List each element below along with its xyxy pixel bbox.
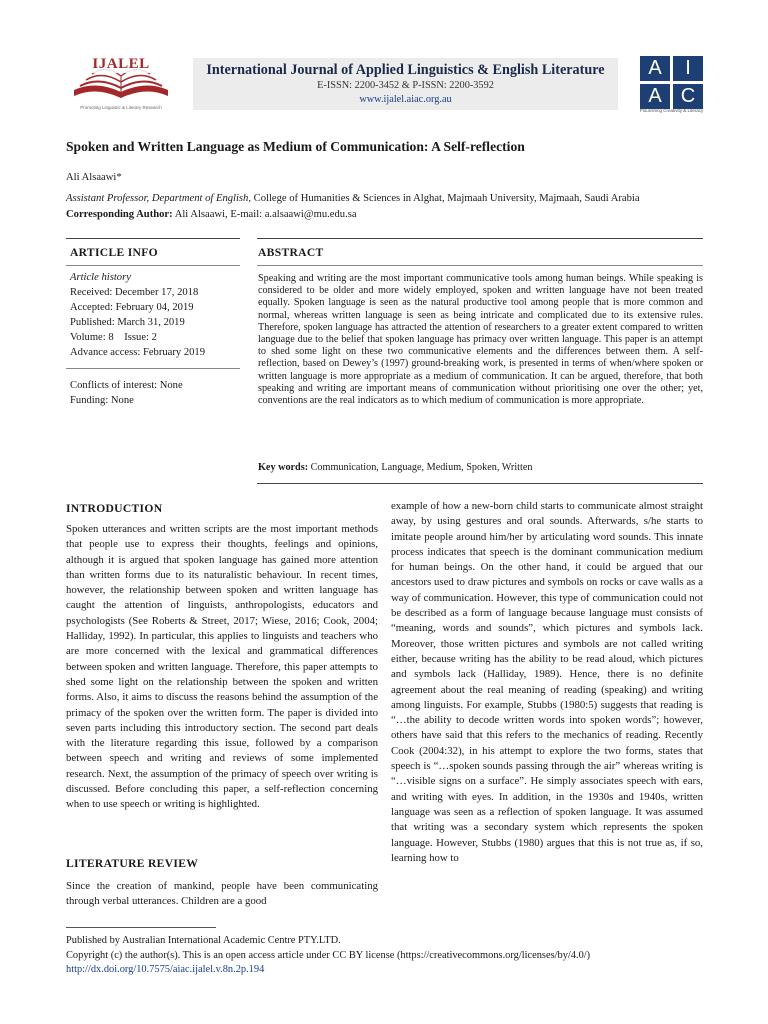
publisher-logo	[640, 56, 704, 110]
journal-issn: E-ISSN: 2200-3452 & P-ISSN: 2200-3592	[317, 80, 494, 91]
divider	[257, 483, 703, 484]
corresponding-label: Corresponding Author:	[66, 209, 173, 220]
affiliation-institution: College of Humanities & Sciences in Alghat, Majmaah University, Majmaah, Saudi Arabia	[251, 193, 640, 204]
footer-publisher: Published by Australian International Academic Centre PTY.LTD.	[66, 935, 341, 946]
divider	[66, 368, 240, 369]
journal-url-link[interactable]: www.ijalel.aiac.org.au	[359, 94, 452, 105]
article-history-label: Article history	[70, 272, 131, 283]
accepted-date: Accepted: February 04, 2019	[70, 302, 194, 313]
literature-review-heading: LITERATURE REVIEW	[66, 857, 199, 870]
abstract-heading: ABSTRACT	[258, 246, 324, 259]
doi-link[interactable]: http://dx.doi.org/10.7575/aiac.ijalel.v.8n.2p.194	[66, 964, 265, 975]
affiliation-position: Assistant Professor, Department of English,	[66, 193, 252, 204]
journal-title: International Journal of Applied Linguistics & English Literature	[206, 62, 605, 78]
paper-title: Spoken and Written Language as Medium of Communication: A Self-reflection	[66, 139, 525, 154]
divider	[66, 265, 240, 266]
publisher-tagline: Flourishing Creativity & Literacy	[640, 108, 704, 113]
publisher-logo-letter: A	[640, 56, 670, 81]
author-affiliation	[66, 193, 716, 204]
corresponding-details: Ali Alsaawi, E-mail: a.alsaawi@mu.edu.sa	[172, 209, 357, 220]
publisher-logo-letter: C	[673, 84, 703, 109]
publisher-logo-letter: A	[640, 84, 670, 109]
body-text-right-column: example of how a new-born child starts to communicate almost straight away, by using gestures and oral sounds. Afterwards, s/he starts to imitate people around him/her by articulating word sounds. This innate process indicates that speech is the dominant communication medium for human beings. On the other hand, it could be argued that our ancestors used to draw pictures and symbols on rocks or cave walls as a way of communication. However, this type of communication could not be described as a form of language because language must consists of “meaning, words and sounds”, which pictures and symbols lack. Moreover, those written pictures and symbols are not called writing either, because writing has the ability to be read aloud, which pictures and symbols lack (Halliday, 1989). Hence, there is no definite agreement about the real meaning of reading (speaking) and writing among linguists. For example, Stubbs (1980:5) suggests that reading is “…the ability to decode written words into spoken words”; however, others have said that this refers to the mechanics of reading. Recently Cook (2004:32), in his attempt to explore the two forms, states that speech is “…spoken sounds passing through the air” whereas writing is “…visible signs on a surface”. He simply associates speech with ears, and writing with eyes. In addition, in the 1930s and 1940s, written language was seen as a reflection of spoken language. It was assumed that writing was a secondary system which represents the spoken language. However, Stubbs (1980) argues that this is not true as, if so, learning how to	[391, 500, 703, 864]
divider	[66, 238, 240, 239]
divider	[257, 238, 703, 239]
keywords	[258, 462, 703, 473]
journal-logo	[66, 50, 176, 112]
journal-logo-subtext: Promoting Linguistic & Literary Research	[80, 105, 162, 110]
author-name: Ali Alsaawi*	[66, 172, 122, 183]
article-info-heading: ARTICLE INFO	[70, 246, 158, 259]
literature-review-text: Since the creation of mankind, people have been communicating through verbal utterances. Children are a good	[66, 880, 378, 908]
footnote-rule	[66, 927, 216, 928]
advance-access: Advance access: February 2019	[70, 347, 206, 358]
introduction-heading: INTRODUCTION	[66, 502, 163, 515]
volume-issue: Volume: 8 Issue: 2	[70, 332, 157, 343]
journal-logo-text: IJALEL	[80, 56, 162, 73]
footer-copyright: Copyright (c) the author(s). This is an open access article under CC BY license (https://creativecommons.org/licenses/by/4.0/)	[66, 950, 591, 961]
divider	[257, 265, 703, 266]
keywords-list: Communication, Language, Medium, Spoken, Written	[308, 462, 533, 473]
abstract-text: Speaking and writing are the most important communicative tools among human beings. While speaking is considered to be older and more widely employed, spoken and written language have not been treated equally. Spoken language is seen as the natural productive tool among people that is more common and normal, whereas written language is seen as being intricate and complicated due to its extensive rules. Therefore, spoken language has attracted the attention of researchers to a greater extent compared to written language due to the belief that spoken language has primacy over written language. This paper is an attempt to shed some light on these two communicative elements and the differences between them. A self-reflection, based on Dewey’s (1997) ground-breaking work, is presented in terms of when/where spoken or written language is more appropriate as a medium of communication. It can be argued, therefore, that both speaking and writing are important means of communication without prioritising one over the other; yet, conventions are the real indicators as to which medium of communication is more appropriate.	[258, 273, 703, 407]
funding: Funding: None	[70, 395, 134, 406]
published-date: Published: March 31, 2019	[70, 317, 185, 328]
received-date: Received: December 17, 2018	[70, 287, 199, 298]
keywords-label: Key words:	[258, 462, 309, 473]
footer-doi	[66, 964, 264, 975]
publisher-logo-letter: I	[673, 56, 703, 81]
conflicts-of-interest: Conflicts of interest: None	[70, 380, 183, 391]
introduction-text: Spoken utterances and written scripts are the most important methods that people use to express their thoughts, feelings and opinions, although it is argued that spoken language has gained more attention than written forms due to its naturalistic behaviour. In recent times, however, the relationship between spoken and written language has caught the attention of linguists, anthropologists, educators and psychologists (See Roberts & Street, 2017; Wiese, 2016; Cook, 2004; Halliday, 1992). In particular, this applies to linguists and teachers who are more concerned with the lexical and grammatical differences between spoken and written language. Therefore, this paper attempts to shed some light on the relationship between the spoken and written forms. Also, it aims to discuss the reasons behind the assumption of the primacy of the spoken over the written form. The paper is divided into seven parts including this introductory section. The second part deals with the literature regarding this issue, followed by a comparison between speech and writing and reviews of some implemented research. Next, the assumption of the primacy of speech over writing is discussed. Before concluding this paper, a self-reflection concerning when to use speech or writing is highlighted.	[66, 523, 378, 811]
corresponding-author	[66, 209, 716, 220]
